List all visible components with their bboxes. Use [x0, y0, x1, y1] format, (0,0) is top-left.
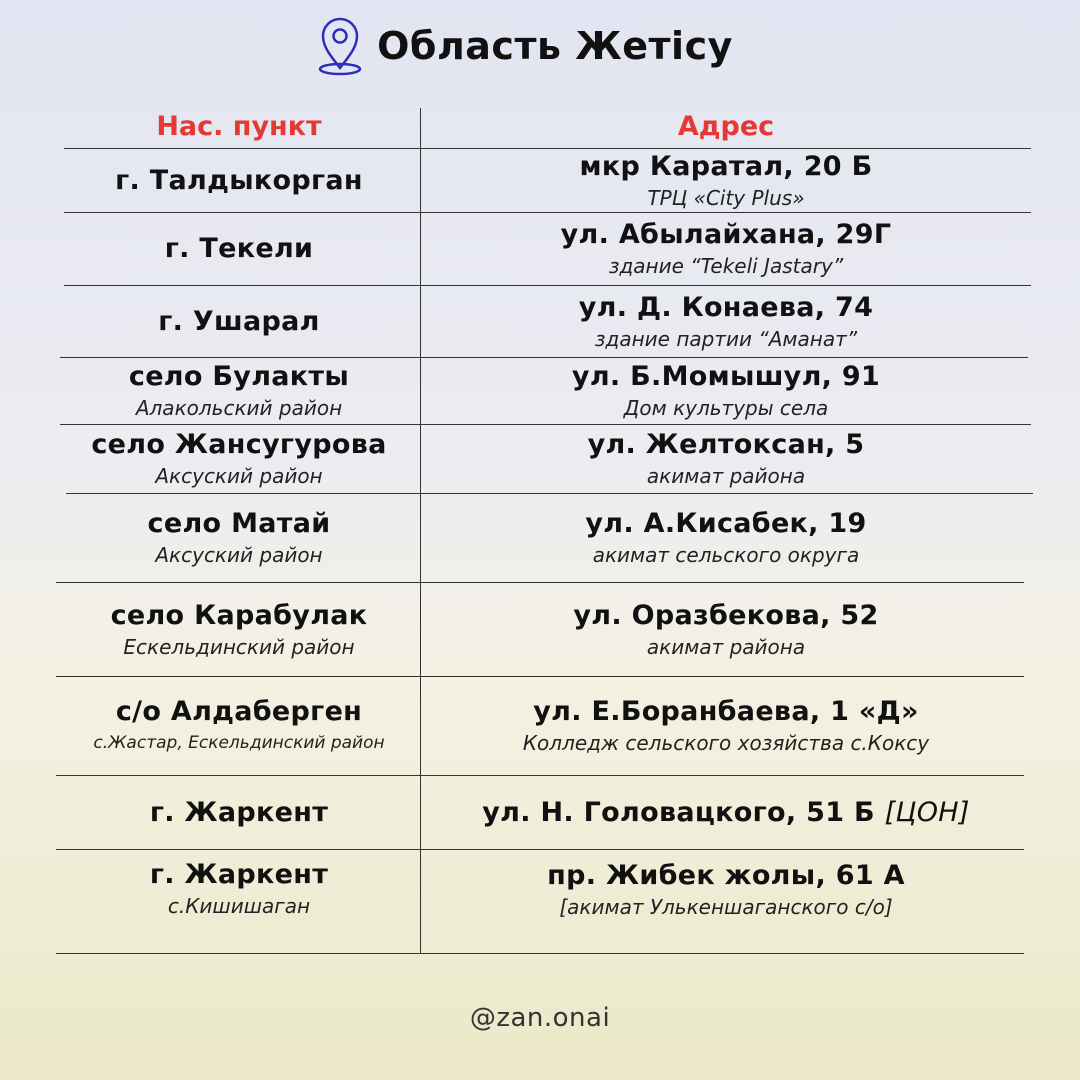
address-note: акимат района [646, 634, 806, 659]
district-note: Ескельдинский район [123, 634, 355, 659]
address-text: ул. Н. Головацкого, 51 Б [482, 796, 875, 828]
table-row-place [58, 583, 420, 676]
address-note: акимат сельского округа [592, 543, 860, 567]
table-row-address [421, 776, 1031, 849]
district-note: Аксуский район [155, 464, 323, 488]
address-text: ул. Абылайхана, 29Г [560, 219, 892, 250]
table-row-place [58, 677, 420, 775]
address-note: Колледж сельского хозяйства с.Коксу [522, 731, 930, 755]
address-text: пр. Жибек жолы, 61 А [547, 860, 905, 891]
address-note: здание партии “Аманат” [594, 326, 858, 351]
table-row-place [58, 425, 420, 493]
address-text: ул. Б.Момышул, 91 [571, 361, 881, 392]
place-name: село Карабулак [110, 599, 368, 631]
column-header-address: Адрес [677, 111, 775, 142]
place-name: село Жансугурова [91, 429, 387, 460]
place-name: г. Ушарал [158, 305, 320, 337]
table-row-address [421, 583, 1031, 676]
place-name: г. Талдыкорган [115, 164, 363, 196]
table-row-place [58, 850, 420, 928]
table-row-place [58, 494, 420, 582]
district-note: с.Жастар, Ескельдинский район [93, 733, 385, 753]
district-note: Алакольский район [135, 396, 343, 420]
address-inline-note: [ЦОН] [884, 796, 970, 828]
table-row-address [421, 494, 1031, 582]
place-name: село Булакты [128, 361, 350, 392]
place-name: село Матай [147, 508, 331, 539]
address-line [482, 796, 969, 830]
address-text: ул. Д. Конаева, 74 [578, 291, 874, 323]
address-text: ул. А.Кисабек, 19 [585, 508, 867, 539]
table-row-address [421, 286, 1031, 357]
place-name: с/о Алдаберген [115, 696, 363, 727]
table-row-address [421, 149, 1031, 212]
column-header-place: Нас. пункт [156, 111, 322, 142]
table-row-address [421, 677, 1031, 775]
place-name: г. Жаркент [149, 859, 329, 890]
table-row-address [421, 213, 1031, 285]
address-note: здание “Tekeli Jastary” [608, 254, 844, 278]
address-text: ул. Желтоксан, 5 [587, 429, 865, 460]
page-header [0, 8, 1080, 84]
address-note: Дом культуры села [623, 396, 829, 420]
page-title: Область Жетісу [377, 24, 733, 68]
social-handle: @zan.onai [469, 1003, 611, 1033]
place-name: г. Жаркент [149, 796, 329, 828]
address-text: ул. Оразбекова, 52 [573, 599, 879, 631]
address-note: [акимат Улькеншаганского с/о] [559, 895, 893, 919]
village-note: с.Кишишаган [167, 894, 311, 918]
address-text: ул. Е.Боранбаева, 1 «Д» [533, 696, 919, 727]
address-text: мкр Каратал, 20 Б [579, 150, 873, 182]
table-row-place [58, 358, 420, 424]
table-row-address [421, 850, 1031, 930]
table-row-place [58, 149, 420, 212]
place-name: г. Текели [164, 233, 314, 264]
table-bottom-border [56, 953, 1024, 954]
address-note: ТРЦ «City Plus» [647, 185, 805, 210]
address-note: акимат района [646, 464, 806, 488]
table-row-address [421, 425, 1031, 493]
table-row-place [58, 286, 420, 357]
table-row-address [421, 358, 1031, 424]
location-pin-icon [317, 16, 363, 76]
district-note: Аксуский район [155, 543, 323, 567]
table-row-place [58, 776, 420, 849]
table-row-place [58, 213, 420, 285]
